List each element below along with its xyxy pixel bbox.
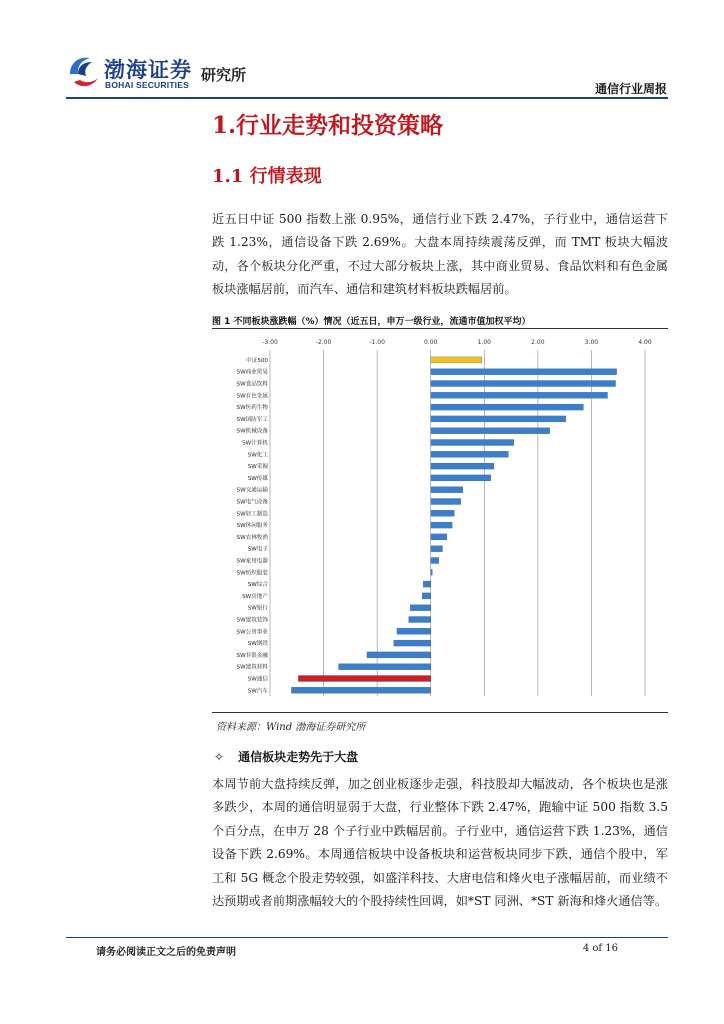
bar-SW食品饮料 xyxy=(431,381,616,387)
diamond-bullet-icon: ✧ xyxy=(214,750,225,764)
figure-source: 资料来源：Wind 渤海证券研究所 xyxy=(216,722,366,733)
bar-SW传媒 xyxy=(431,475,491,481)
category-label: SW交通运输 xyxy=(236,487,268,494)
bullet-heading-text: 通信板块走势先于大盘 xyxy=(238,750,359,764)
bar-SW化工 xyxy=(431,451,509,457)
bar-SW电气设备 xyxy=(431,499,461,505)
bullet-heading xyxy=(214,748,358,765)
bar-SW纺织服装 xyxy=(431,569,433,575)
logo-english-name: BOHAI SECURITIES xyxy=(105,80,189,90)
logo-chinese-name: 渤海证券 xyxy=(104,57,192,82)
x-tick-label: -2.00 xyxy=(315,339,332,346)
bar-SW通信 xyxy=(298,676,430,682)
category-label: SW建筑装饰 xyxy=(236,617,268,624)
bar-SW家用电器 xyxy=(431,558,439,564)
bar-SW银行 xyxy=(410,605,430,611)
category-label: SW电气设备 xyxy=(236,499,268,506)
bar-SW交通运输 xyxy=(431,487,463,493)
category-label: SW国防军工 xyxy=(236,416,268,423)
category-label: SW医药生物 xyxy=(236,405,268,412)
category-label: SW计算机 xyxy=(242,440,268,447)
bar-SW计算机 xyxy=(431,440,514,446)
category-label: SW采掘 xyxy=(247,464,268,471)
bar-SW轻工制造 xyxy=(431,510,455,516)
category-label: SW综合 xyxy=(247,582,268,589)
category-label: SW传媒 xyxy=(247,475,268,482)
bar-SW综合 xyxy=(423,581,431,587)
report-type: 通信行业周报 xyxy=(594,82,667,96)
bohai-logo-icon xyxy=(66,52,102,92)
footer-divider xyxy=(66,937,668,938)
bar-SW电子 xyxy=(431,546,443,552)
bar-SW钢铁 xyxy=(394,640,431,646)
bar-SW有色金属 xyxy=(431,392,608,398)
bar-SW医药生物 xyxy=(431,404,584,410)
x-tick-label: -3.00 xyxy=(262,339,278,346)
category-label: SW非银金融 xyxy=(236,652,268,659)
bar-SW国防军工 xyxy=(431,416,566,422)
sector-performance-chart xyxy=(212,334,668,710)
bar-SW农林牧渔 xyxy=(431,534,447,540)
category-label: SW电子 xyxy=(247,546,268,553)
market-summary-paragraph: 近五日中证 500 指数上涨 0.95%，通信行业下跌 2.47%，子行业中，通信运营下跌 1.23%，通信设备下跌 2.69%。大盘本周持续震荡反弹，而 TMT 板块大幅波动，各个板块分化严重，不过大部分板块上涨，其中商业贸易、食品饮料和有色金属板块涨幅居前，而汽车、通信和建筑材料板块跌幅居前。 xyxy=(212,212,668,297)
category-label: SW商业贸易 xyxy=(236,369,268,376)
category-label: SW化工 xyxy=(247,452,268,459)
category-label: SW公用事业 xyxy=(236,629,268,636)
institute-name: 研究所 xyxy=(201,66,247,84)
footer-disclaimer: 请务必阅读正文之后的免责声明 xyxy=(96,947,236,958)
category-label: SW农林牧渔 xyxy=(236,534,268,541)
subsection-heading: 1.1 行情表现 xyxy=(212,166,322,187)
telecom-analysis-paragraph: 本周节前大盘持续反弹，加之创业板逐步走强，科技股却大幅波动，各个板块也是涨多跌少，本周的通信明显弱于大盘，行业整体下跌 2.47%，跑输中证 500 指数 3.5 个百分点，在申万 28 个子行业中跌幅居前。子行业中，通信运营下跌 1.23%，通信设备下跌 2.69%。本周通信板块中设备板块和运营板块同步下跌，通信个股中，军工和 5G 概念个股走势较强，如盛洋科技、大唐电信和烽火电子涨幅居前，而业绩不达预期或者前期涨幅较大的个股持续性回调，如*ST 同洲、*ST 新海和烽火通信等。 xyxy=(212,777,668,909)
bar-SW汽车 xyxy=(291,687,430,693)
category-label: SW汽车 xyxy=(247,688,268,695)
x-tick-label: -1.00 xyxy=(369,339,385,346)
category-label: 中证500 xyxy=(246,357,268,364)
figure-bottom-rule xyxy=(212,712,668,713)
header-divider xyxy=(66,97,668,99)
bar-SW建筑装饰 xyxy=(409,617,431,623)
category-label: SW轻工制造 xyxy=(236,511,268,518)
bar-中证500 xyxy=(431,357,482,363)
category-label: SW钢铁 xyxy=(247,641,268,648)
x-tick-label: 4.00 xyxy=(638,339,652,346)
bar-SW机械设备 xyxy=(431,428,550,434)
x-tick-label: 3.00 xyxy=(584,339,599,346)
category-label: SW建筑材料 xyxy=(236,664,268,671)
category-label: SW通信 xyxy=(247,676,268,683)
category-label: SW家用电器 xyxy=(236,558,268,565)
x-tick-label: 1.00 xyxy=(477,339,491,346)
category-label: SW有色金属 xyxy=(236,393,268,400)
bar-SW休闲服务 xyxy=(431,522,452,528)
bar-SW房地产 xyxy=(422,593,431,599)
category-label: SW机械设备 xyxy=(236,428,268,435)
bar-SW非银金融 xyxy=(367,652,431,658)
page-number: 4 of 16 xyxy=(582,943,618,954)
bar-SW建筑材料 xyxy=(339,664,431,670)
category-label: SW银行 xyxy=(247,605,268,612)
figure-title: 图 1 不同板块涨跌幅（%）情况（近五日，申万一级行业，流通市值加权平均） xyxy=(212,317,531,327)
x-tick-label: 0.00 xyxy=(424,339,438,346)
category-label: SW房地产 xyxy=(242,593,268,600)
category-label: SW食品饮料 xyxy=(236,381,268,388)
section-heading: 1.行业走势和投资策略 xyxy=(212,112,444,139)
figure-top-rule xyxy=(212,328,668,329)
x-tick-label: 2.00 xyxy=(531,339,545,346)
bar-SW采掘 xyxy=(431,463,494,469)
category-label: SW休闲服务 xyxy=(236,523,268,530)
bar-SW商业贸易 xyxy=(431,369,617,375)
bar-SW公用事业 xyxy=(397,628,431,634)
category-label: SW纺织服装 xyxy=(236,570,268,577)
